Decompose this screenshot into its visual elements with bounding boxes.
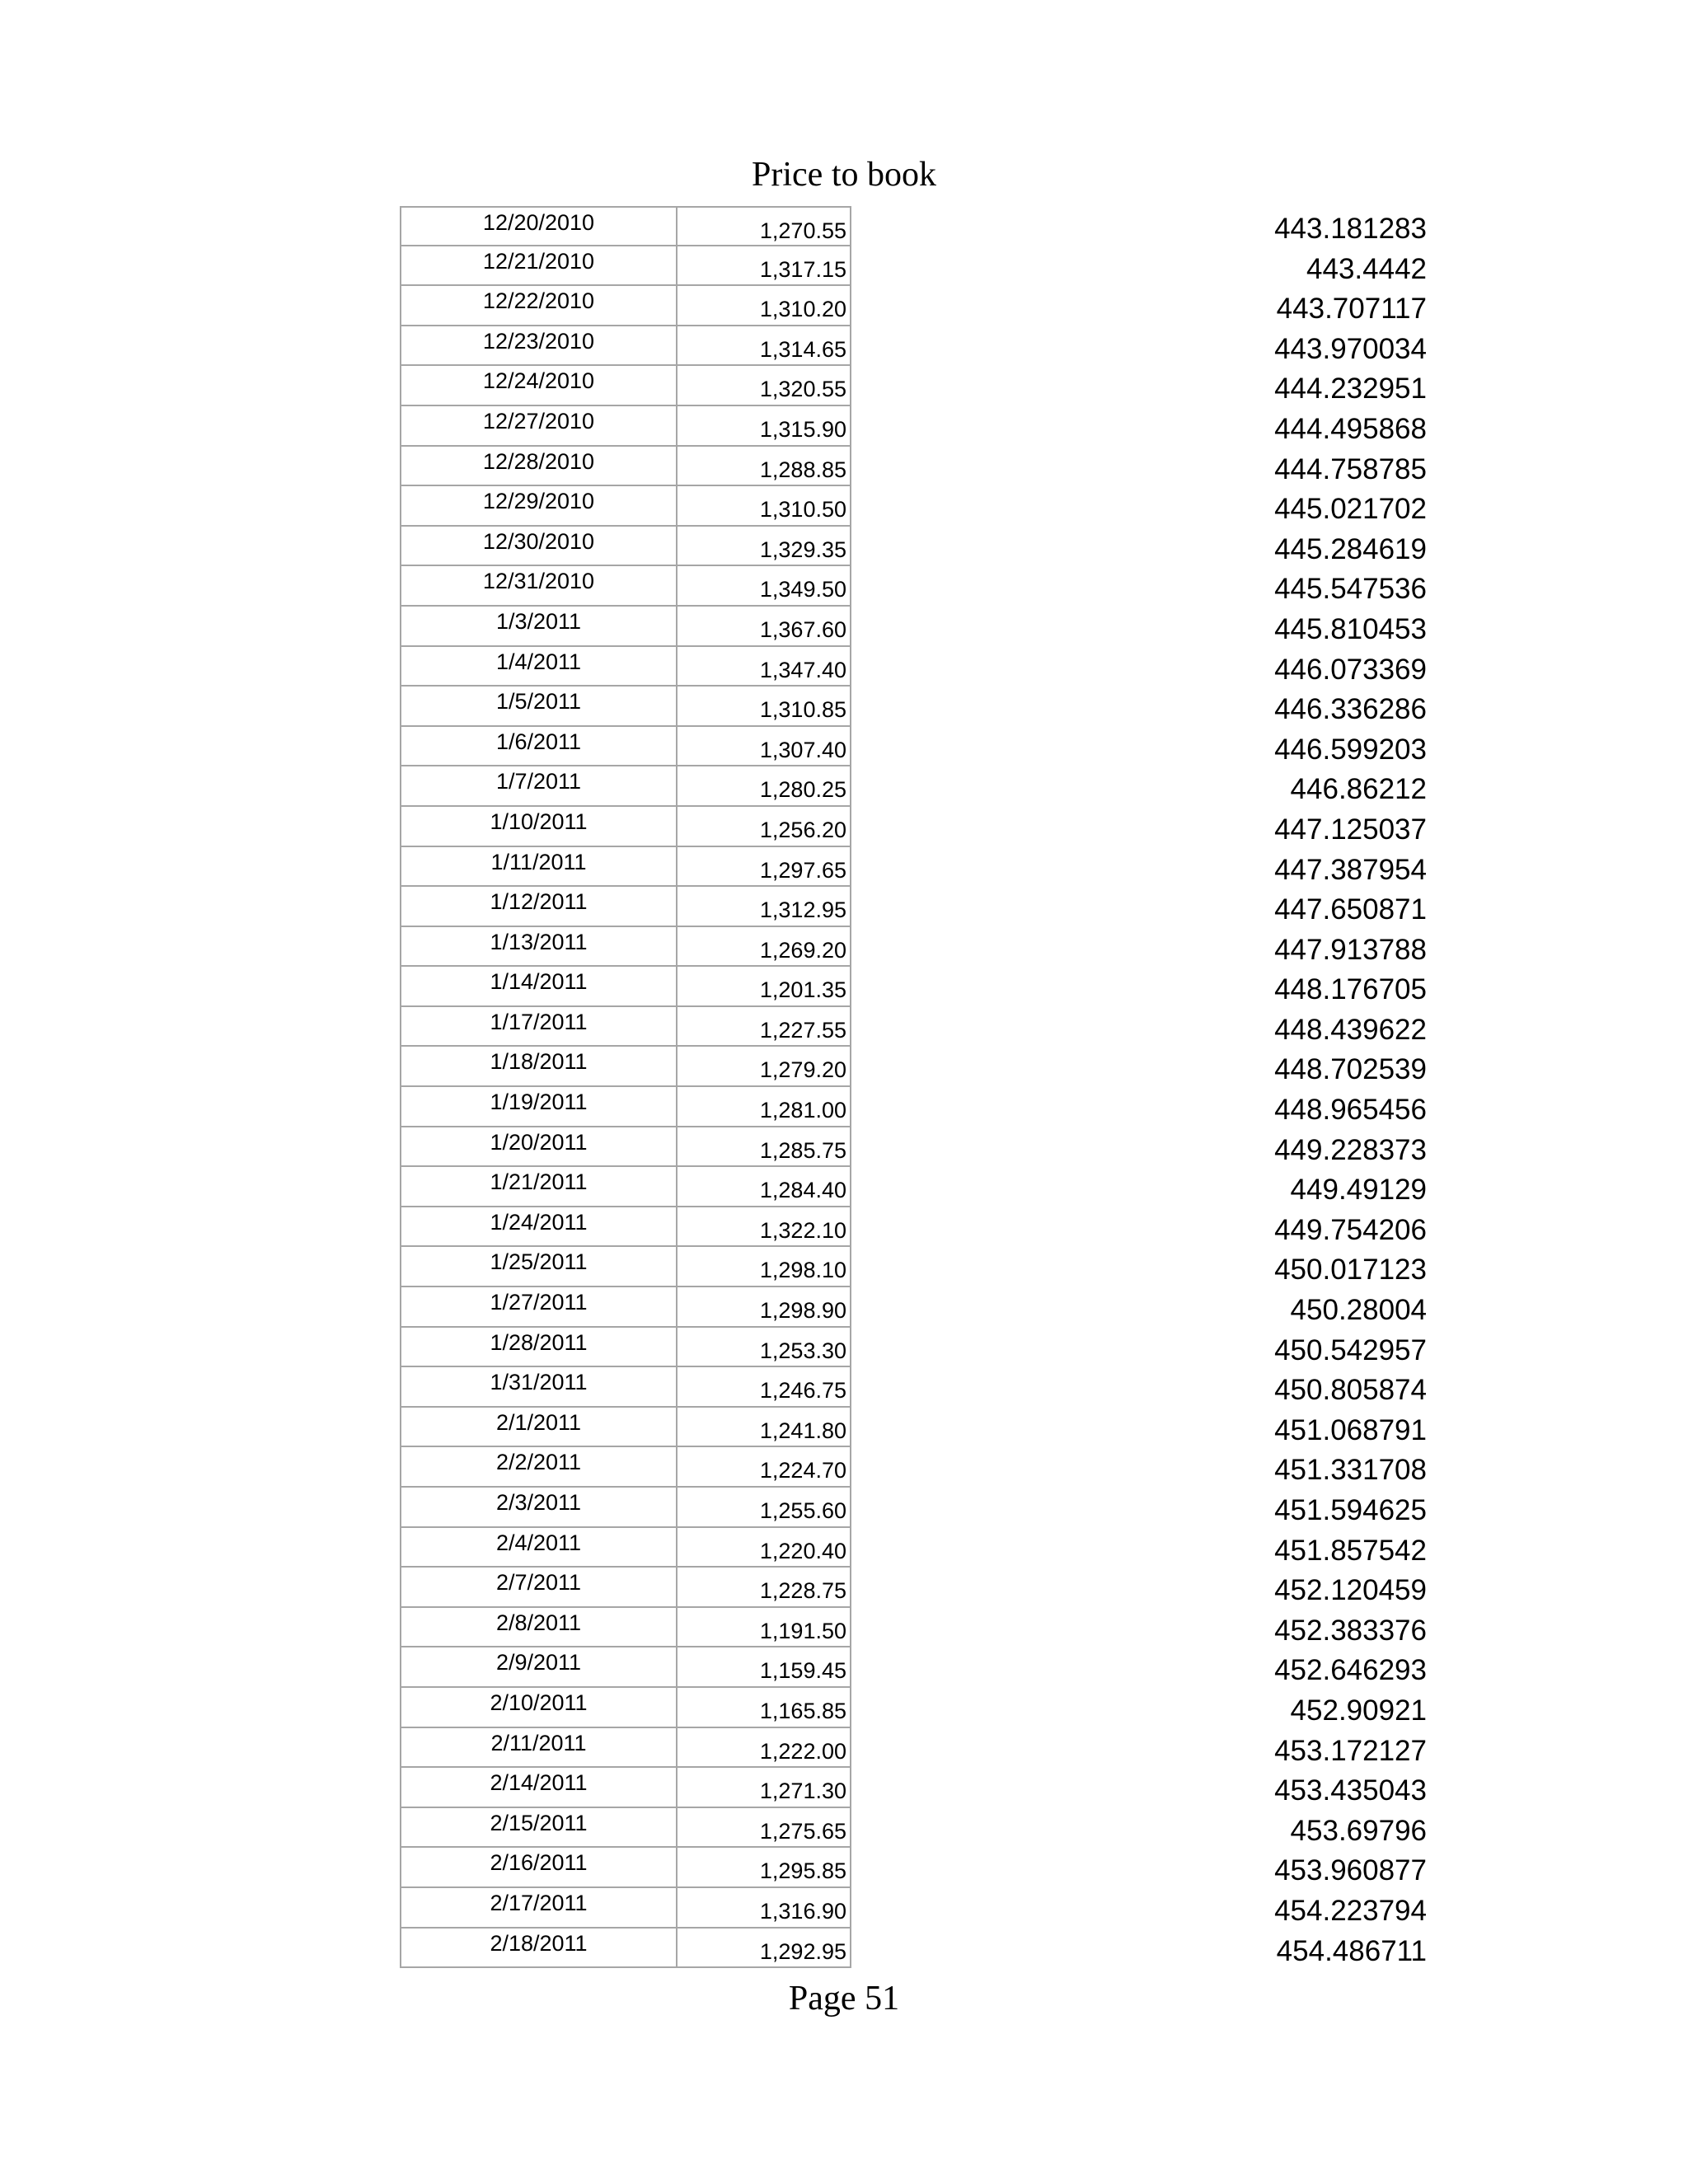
page-number: Page 51 xyxy=(788,1980,900,2018)
ratio-cell: 447.387954 xyxy=(1274,853,1427,886)
price-cell: 1,307.40 xyxy=(676,727,851,767)
ratio-cell: 445.547536 xyxy=(1274,573,1427,606)
price-cell: 1,246.75 xyxy=(676,1367,851,1408)
price-cell: 1,228.75 xyxy=(676,1568,851,1608)
date-cell: 12/23/2010 xyxy=(400,326,678,367)
date-cell: 2/4/2011 xyxy=(400,1528,678,1568)
price-cell: 1,288.85 xyxy=(676,447,851,487)
price-cell: 1,253.30 xyxy=(676,1328,851,1368)
ratio-cell: 451.331708 xyxy=(1274,1454,1427,1487)
price-cell: 1,222.00 xyxy=(676,1728,851,1769)
ratio-cell: 449.228373 xyxy=(1274,1133,1427,1166)
date-cell: 1/18/2011 xyxy=(400,1047,678,1087)
price-cell: 1,227.55 xyxy=(676,1007,851,1047)
date-cell: 1/7/2011 xyxy=(400,766,678,807)
date-cell: 2/8/2011 xyxy=(400,1608,678,1648)
ratio-cell: 449.754206 xyxy=(1274,1213,1427,1246)
date-cell: 12/21/2010 xyxy=(400,246,678,287)
ratio-cell: 453.172127 xyxy=(1274,1734,1427,1767)
ratio-cell: 450.542957 xyxy=(1274,1333,1427,1366)
price-cell: 1,279.20 xyxy=(676,1047,851,1087)
date-cell: 12/22/2010 xyxy=(400,286,678,326)
date-cell: 2/16/2011 xyxy=(400,1848,678,1888)
date-cell: 1/3/2011 xyxy=(400,607,678,647)
page-title: Price to book xyxy=(752,156,936,194)
ratio-cell: 443.970034 xyxy=(1274,332,1427,365)
date-cell: 1/6/2011 xyxy=(400,727,678,767)
date-cell: 2/7/2011 xyxy=(400,1568,678,1608)
price-cell: 1,159.45 xyxy=(676,1647,851,1688)
price-cell: 1,271.30 xyxy=(676,1768,851,1808)
date-cell: 2/14/2011 xyxy=(400,1768,678,1808)
ratio-cell: 446.336286 xyxy=(1274,693,1427,726)
price-cell: 1,255.60 xyxy=(676,1488,851,1528)
ratio-cell: 448.702539 xyxy=(1274,1053,1427,1086)
price-cell: 1,270.55 xyxy=(676,206,851,246)
date-cell: 1/12/2011 xyxy=(400,887,678,927)
ratio-cell: 447.125037 xyxy=(1274,813,1427,846)
date-cell: 1/5/2011 xyxy=(400,687,678,727)
ratio-cell: 446.599203 xyxy=(1274,733,1427,766)
ratio-cell: 449.49129 xyxy=(1290,1174,1427,1207)
ratio-cell: 452.90921 xyxy=(1290,1694,1427,1727)
price-cell: 1,241.80 xyxy=(676,1408,851,1448)
ratio-cell: 451.857542 xyxy=(1274,1534,1427,1567)
date-cell: 12/30/2010 xyxy=(400,527,678,567)
price-cell: 1,347.40 xyxy=(676,647,851,687)
date-cell: 1/11/2011 xyxy=(400,847,678,888)
price-cell: 1,285.75 xyxy=(676,1127,851,1168)
price-cell: 1,280.25 xyxy=(676,766,851,807)
price-cell: 1,314.65 xyxy=(676,326,851,367)
ratio-cell: 447.650871 xyxy=(1274,893,1427,926)
date-cell: 2/10/2011 xyxy=(400,1688,678,1728)
ratio-cell: 444.758785 xyxy=(1274,452,1427,485)
ratio-cell: 450.017123 xyxy=(1274,1254,1427,1286)
date-cell: 12/27/2010 xyxy=(400,406,678,447)
ratio-cell: 451.594625 xyxy=(1274,1494,1427,1526)
price-cell: 1,275.65 xyxy=(676,1808,851,1849)
date-cell: 1/31/2011 xyxy=(400,1367,678,1408)
date-cell: 2/2/2011 xyxy=(400,1447,678,1488)
price-cell: 1,201.35 xyxy=(676,967,851,1007)
date-cell: 1/28/2011 xyxy=(400,1328,678,1368)
ratio-cell: 448.439622 xyxy=(1274,1013,1427,1046)
date-cell: 12/29/2010 xyxy=(400,486,678,527)
price-cell: 1,295.85 xyxy=(676,1848,851,1888)
date-cell: 2/15/2011 xyxy=(400,1808,678,1849)
price-cell: 1,312.95 xyxy=(676,887,851,927)
price-cell: 1,298.10 xyxy=(676,1247,851,1287)
ratio-cell: 453.960877 xyxy=(1274,1854,1427,1887)
price-cell: 1,349.50 xyxy=(676,566,851,607)
ratio-cell: 445.021702 xyxy=(1274,493,1427,526)
date-cell: 1/27/2011 xyxy=(400,1287,678,1328)
price-cell: 1,320.55 xyxy=(676,366,851,406)
date-cell: 1/25/2011 xyxy=(400,1247,678,1287)
ratio-cell: 444.495868 xyxy=(1274,412,1427,445)
date-cell: 2/11/2011 xyxy=(400,1728,678,1769)
price-cell: 1,367.60 xyxy=(676,607,851,647)
price-cell: 1,310.50 xyxy=(676,486,851,527)
price-cell: 1,297.65 xyxy=(676,847,851,888)
price-cell: 1,269.20 xyxy=(676,927,851,968)
ratio-cell: 453.435043 xyxy=(1274,1774,1427,1807)
date-cell: 12/28/2010 xyxy=(400,447,678,487)
price-cell: 1,256.20 xyxy=(676,807,851,847)
price-cell: 1,322.10 xyxy=(676,1207,851,1248)
ratio-cell: 452.383376 xyxy=(1274,1614,1427,1647)
ratio-cell: 450.28004 xyxy=(1290,1294,1427,1327)
ratio-cell: 448.965456 xyxy=(1274,1094,1427,1127)
price-cell: 1,298.90 xyxy=(676,1287,851,1328)
date-cell: 1/14/2011 xyxy=(400,967,678,1007)
ratio-cell: 453.69796 xyxy=(1290,1814,1427,1847)
price-cell: 1,191.50 xyxy=(676,1608,851,1648)
ratio-cell: 452.646293 xyxy=(1274,1654,1427,1687)
price-cell: 1,310.85 xyxy=(676,687,851,727)
date-cell: 2/17/2011 xyxy=(400,1888,678,1929)
price-cell: 1,317.15 xyxy=(676,246,851,287)
ratio-cell: 452.120459 xyxy=(1274,1574,1427,1607)
date-cell: 1/21/2011 xyxy=(400,1167,678,1207)
ratio-cell: 447.913788 xyxy=(1274,933,1427,966)
ratio-cell: 448.176705 xyxy=(1274,973,1427,1006)
date-cell: 2/18/2011 xyxy=(400,1929,678,1969)
date-cell: 2/1/2011 xyxy=(400,1408,678,1448)
price-cell: 1,316.90 xyxy=(676,1888,851,1929)
date-cell: 1/10/2011 xyxy=(400,807,678,847)
ratio-cell: 451.068791 xyxy=(1274,1413,1427,1446)
ratio-cell: 444.232951 xyxy=(1274,373,1427,405)
ratio-cell: 446.86212 xyxy=(1290,773,1427,806)
date-cell: 1/24/2011 xyxy=(400,1207,678,1248)
ratio-cell: 454.223794 xyxy=(1274,1894,1427,1927)
price-cell: 1,310.20 xyxy=(676,286,851,326)
ratio-cell: 443.181283 xyxy=(1274,213,1427,245)
date-cell: 2/9/2011 xyxy=(400,1647,678,1688)
date-cell: 1/17/2011 xyxy=(400,1007,678,1047)
ratio-cell: 443.4442 xyxy=(1306,252,1427,285)
price-cell: 1,329.35 xyxy=(676,527,851,567)
date-cell: 1/13/2011 xyxy=(400,927,678,968)
date-cell: 12/24/2010 xyxy=(400,366,678,406)
ratio-cell: 454.486711 xyxy=(1276,1934,1427,1967)
date-cell: 1/19/2011 xyxy=(400,1087,678,1127)
price-cell: 1,292.95 xyxy=(676,1929,851,1969)
ratio-cell: 450.805874 xyxy=(1274,1374,1427,1407)
price-cell: 1,281.00 xyxy=(676,1087,851,1127)
ratio-cell: 445.810453 xyxy=(1274,612,1427,645)
ratio-cell: 446.073369 xyxy=(1274,653,1427,686)
date-cell: 2/3/2011 xyxy=(400,1488,678,1528)
date-cell: 1/20/2011 xyxy=(400,1127,678,1168)
ratio-cell: 445.284619 xyxy=(1274,532,1427,565)
date-cell: 12/20/2010 xyxy=(400,206,678,246)
price-cell: 1,224.70 xyxy=(676,1447,851,1488)
price-cell: 1,284.40 xyxy=(676,1167,851,1207)
price-cell: 1,220.40 xyxy=(676,1528,851,1568)
date-cell: 1/4/2011 xyxy=(400,647,678,687)
date-cell: 12/31/2010 xyxy=(400,566,678,607)
price-cell: 1,165.85 xyxy=(676,1688,851,1728)
ratio-cell: 443.707117 xyxy=(1276,293,1427,326)
price-cell: 1,315.90 xyxy=(676,406,851,447)
